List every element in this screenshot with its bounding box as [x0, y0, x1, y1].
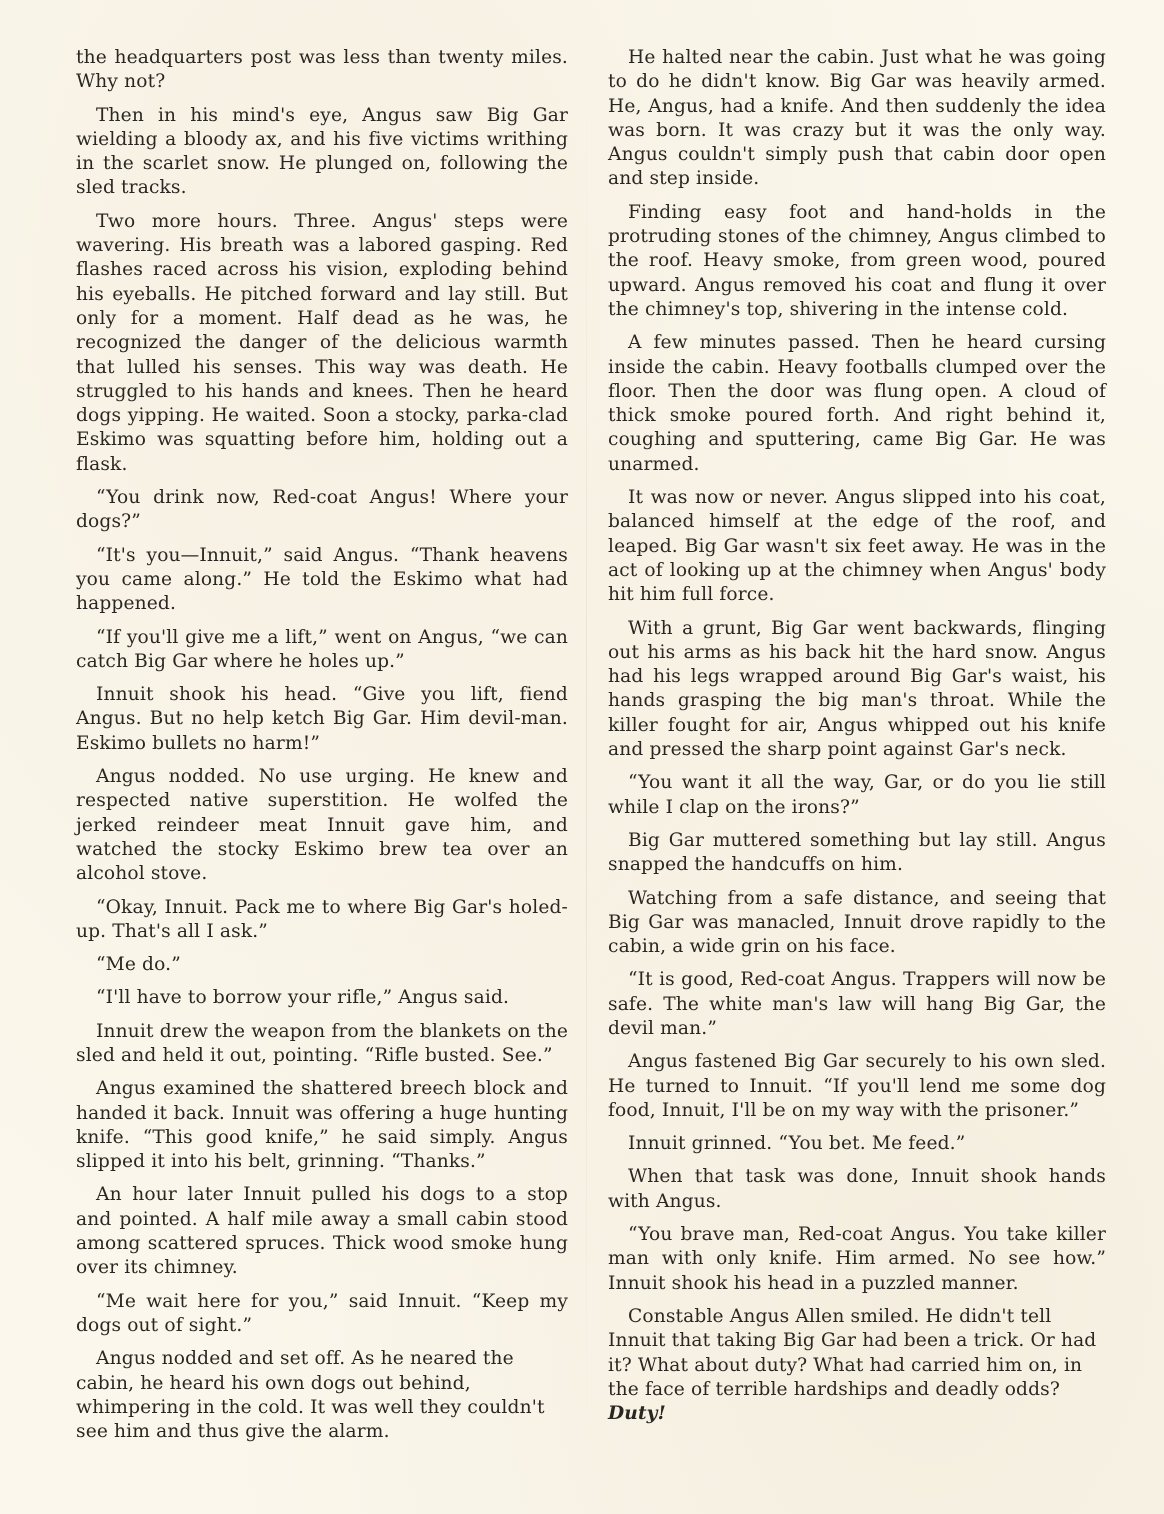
paragraph: When that task was done, Innuit shook hands with Angus. [608, 1166, 1106, 1212]
paragraph: Then in his mind's eye, Angus saw Big Gar wielding a bloody ax, and his five victims writhing in the scarlet snow. He plunged on, following the sled tracks. [76, 104, 568, 199]
paragraph: Watching from a safe distance, and seeing that Big Gar was manacled, Innuit drove rapidly to the cabin, a wide grin on his face. [608, 887, 1106, 958]
paragraph: He halted near the cabin. Just what he was going to do he didn't know. Big Gar was heavily armed. He, Angus, had a knife. And then suddenly the idea was born. It was crazy but it was the only way. Angus couldn't simply push that cabin door open and step inside. [608, 47, 1106, 190]
paragraph: An hour later Innuit pulled his dogs to a stop and pointed. A half mile away a small cabin stood among scattered spruces. Thick wood smoke hung over its chimney. [76, 1184, 568, 1279]
paragraph: “You want it all the way, Gar, or do you lie still while I clap on the irons?” [608, 772, 1106, 818]
right-text-column [608, 46, 1106, 1435]
paragraph: “I'll have to borrow your rifle,” Angus said. [96, 987, 510, 1009]
paragraph: Angus fastened Big Gar securely to his own sled. He turned to Innuit. “If you'll lend me some dog food, Innuit, I'll be on my way with the prisoner.” [608, 1051, 1106, 1121]
paragraph: “It is good, Red-coat Angus. Trappers will now be safe. The white man's law will hang Big Gar, the devil man.” [608, 969, 1106, 1039]
paragraph: Innuit drew the weapon from the blankets on the sled and held it out, pointing. “Rifle busted. See.” [76, 1020, 568, 1066]
paragraph: “If you'll give me a lift,” went on Angus, “we can catch Big Gar where he holes up.” [76, 626, 568, 672]
paragraph: “You drink now, Red-coat Angus! Where your dogs?” [76, 487, 568, 533]
left-text-column [76, 46, 568, 1453]
paragraph: Innuit shook his head. “Give you lift, fiend Angus. But no help ketch Big Gar. Him devil-man. Eskimo bullets no harm!” [76, 684, 568, 754]
paragraph: Angus examined the shattered breech block and handed it back. Innuit was offering a huge hunting knife. “This good knife,” he said simply. Angus slipped it into his belt, grinning. “Thanks.” [76, 1078, 568, 1173]
paragraph: Two more hours. Three. Angus' steps were wavering. His breath was a labored gasping. Red flashes raced across his vision, exploding behind his eyeballs. He pitched forward and lay still. But only for a moment. Half dead as he was, he recognized the danger of the delicious warmth that lulled his senses. This way was death. He struggled to his hands and knees. Then he heard dogs yipping. He waited. Soon a stocky, parka-clad Eskimo was squatting before him, holding out a flask. [76, 210, 568, 475]
closing-text: Constable Angus Allen smiled. He didn't tell Innuit that taking Big Gar had been a trick. Or had it? What about duty? What had carried him on, in the face of terrible hardships and deadly odds? [608, 1305, 1097, 1400]
paragraph: “You brave man, Red-coat Angus. You take killer man with only knife. Him armed. No see how.” Innuit shook his head in a puzzled manner. [608, 1224, 1106, 1294]
paragraph: Angus nodded and set off. As he neared the cabin, he heard his own dogs out behind, whimpering in the cold. It was well they couldn't see him and thus give the alarm. [76, 1348, 545, 1443]
paragraph: It was now or never. Angus slipped into his coat, balanced himself at the edge of the roof, and leaped. Big Gar wasn't six feet away. He was in the act of looking up at the chimney when Angus' body hit him full force. [608, 487, 1106, 606]
column-divider [586, 60, 587, 1480]
paragraph: “Okay, Innuit. Pack me to where Big Gar's holed-up. That's all I ask.” [76, 896, 568, 942]
paragraph: “It's you—Innuit,” said Angus. “Thank heavens you came along.” He told the Eskimo what had happened. [76, 544, 568, 615]
paragraph: Angus nodded. No use urging. He knew and respected native superstition. He wolfed the jerked reindeer meat Innuit gave him, and watched the stocky Eskimo brew tea over an alcohol stove. [76, 766, 568, 885]
closing-paragraph [608, 1305, 1106, 1426]
paragraph: “Me wait here for you,” said Innuit. “Keep my dogs out of sight.” [76, 1290, 568, 1336]
paragraph: the headquarters post was less than twenty miles. Why not? [76, 47, 568, 93]
paragraph: Innuit grinned. “You bet. Me feed.” [628, 1133, 966, 1155]
paragraph: Finding easy foot and hand-holds in the protruding stones of the chimney, Angus climbed to the roof. Heavy smoke, from green wood, poured upward. Angus removed his coat and flung it over the chimney's top, shivering in the intense cold. [608, 201, 1106, 320]
paragraph: With a grunt, Big Gar went backwards, flinging out his arms as his back hit the hard snow. Angus had his legs wrapped around Big Gar's waist, his hands grasping the big man's throat. While the killer fought for air, Angus whipped out his knife and pressed the sharp point against Gar's neck. [608, 617, 1106, 761]
closing-final-word: Duty! [608, 1403, 666, 1425]
paragraph: A few minutes passed. Then he heard cursing inside the cabin. Heavy footballs clumped over the floor. Then the door was flung open. A cloud of thick smoke poured forth. And right behind it, coughing and sputtering, came Big Gar. He was unarmed. [608, 332, 1106, 475]
paragraph: “Me do.” [96, 954, 181, 976]
paragraph: Big Gar muttered something but lay still. Angus snapped the handcuffs on him. [608, 829, 1106, 876]
